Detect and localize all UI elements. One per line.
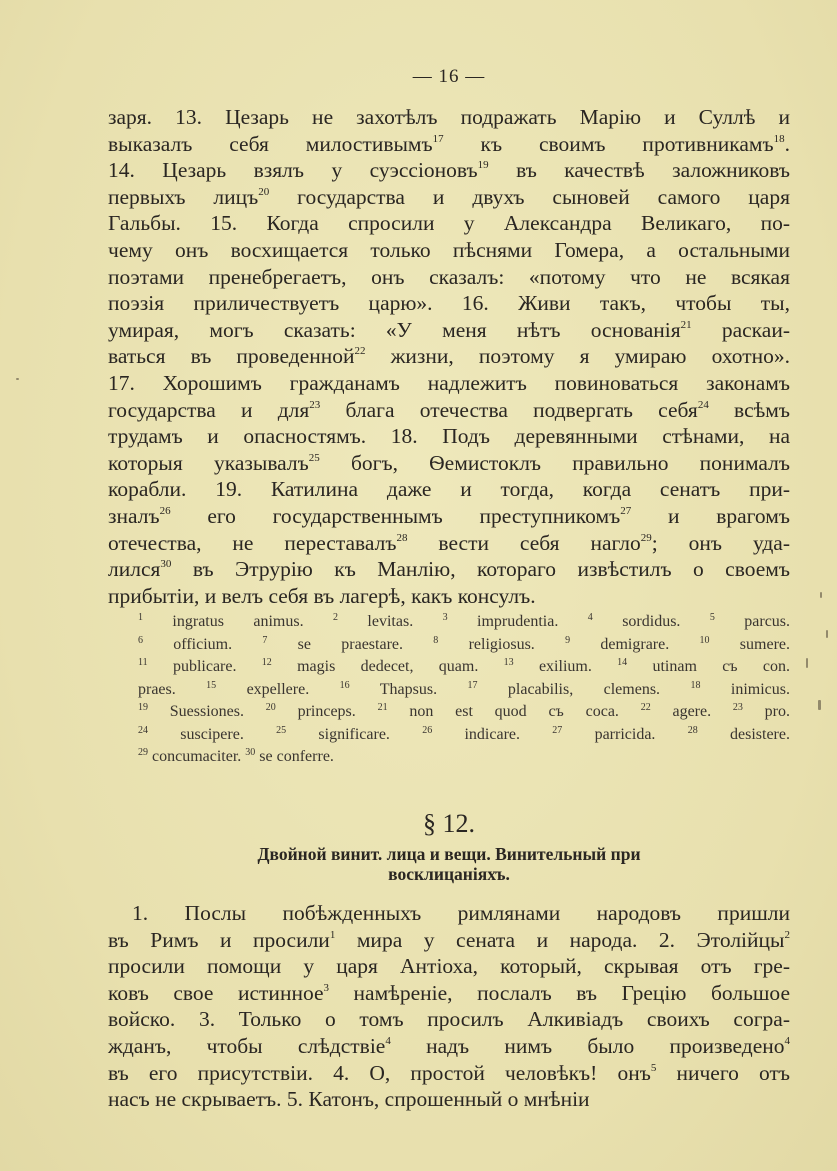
text-run: надъ нимъ было произведено	[390, 1033, 785, 1058]
text-run: parcus.	[714, 613, 791, 630]
footnote-ref: 14	[617, 657, 628, 668]
text-run: первыхъ лицъ	[108, 184, 259, 209]
text-run: expellere.	[216, 680, 340, 698]
text-run: выказалъ себя милостивымъ	[108, 131, 433, 156]
footnote-ref: 28	[396, 531, 408, 544]
page-number: — 16 —	[412, 66, 486, 87]
text-run: suscipere.	[148, 725, 277, 743]
text-line	[138, 634, 790, 657]
footnote-ref: 26	[422, 724, 433, 736]
text-run: трудамъ и опасностямъ. 18. Подъ деревянными стѣнами, на	[108, 424, 790, 449]
text-run: въ качествѣ заложниковъ	[488, 158, 790, 183]
text-line	[108, 503, 790, 530]
footnote-ref: 20	[258, 185, 270, 198]
text-line	[138, 679, 790, 702]
text-run: Thapsus.	[349, 680, 468, 698]
text-line	[108, 210, 790, 237]
footnote-ref: 29	[640, 531, 652, 544]
footnote-ref: 21	[377, 702, 388, 713]
text-run: которыя указывалъ	[108, 450, 309, 475]
scan-speck	[818, 700, 821, 710]
text-line	[108, 237, 790, 264]
text-line	[108, 980, 790, 1007]
section-number: § 12.	[423, 809, 475, 838]
text-run: ваться въ проведенной	[108, 344, 355, 369]
text-run: demigrare.	[570, 635, 700, 653]
text-run: indicare.	[432, 725, 553, 743]
footnote-ref: 23	[309, 398, 321, 411]
text-run: placabilis, clemens.	[477, 680, 691, 698]
footnote-ref: 13	[503, 657, 514, 668]
footnote-ref: 4	[784, 1034, 790, 1047]
text-run: жизни, поэтому я умираю охотно».	[365, 344, 790, 369]
text-run: ; онъ уда-	[651, 530, 790, 555]
footnote-ref: 15	[206, 679, 217, 691]
text-run: блага отечества подвергать себя	[320, 397, 698, 422]
scan-speck	[826, 630, 828, 638]
footnote-ref: 17	[432, 132, 444, 145]
text-line	[108, 530, 790, 557]
text-run: раскаи-	[691, 317, 790, 342]
footnote-ref: 25	[276, 724, 287, 736]
text-run: отечества, не переставалъ	[108, 530, 397, 555]
text-run: въ Римъ и просили	[108, 927, 330, 952]
text-run: войско. 3. Только о томъ просилъ Алкивіадъ своихъ согра-	[108, 1007, 790, 1032]
text-run: imprudentia.	[447, 613, 588, 630]
text-line	[138, 611, 790, 634]
text-run: Гальбы. 15. Когда спросили у Александра Великаго, по-	[108, 211, 790, 236]
text-run: publicare.	[147, 658, 262, 675]
text-run: religiosus.	[438, 635, 566, 653]
text-run: ingratus animus.	[143, 613, 334, 630]
text-line	[108, 556, 790, 583]
text-line	[108, 583, 790, 610]
text-run: .	[784, 131, 790, 156]
text-run: прибытіи, и велъ себя въ лагерѣ, какъ консулъ.	[108, 583, 536, 608]
footnote-ref: 23	[732, 702, 743, 713]
footnote-ref: 5	[650, 1061, 657, 1074]
text-line	[108, 1086, 790, 1113]
footnote-ref: 20	[265, 702, 276, 713]
text-run: вести себя нагло	[407, 530, 641, 555]
footnote-ref: 11	[138, 657, 148, 668]
footnotes	[138, 611, 790, 769]
text-run: ничего отъ	[656, 1060, 790, 1085]
footnote-ref: 22	[640, 702, 651, 713]
text-run: levitas.	[338, 613, 443, 630]
text-run: всѣмъ	[708, 397, 791, 422]
footnote-ref: 16	[339, 679, 350, 691]
text-run: parricida.	[562, 725, 688, 743]
text-run: agere.	[650, 703, 733, 720]
section-title-line-2: восклицаніяхъ.	[388, 864, 510, 884]
footnote-ref: 19	[138, 702, 148, 713]
text-line	[108, 104, 790, 131]
text-run: 1. Послы побѣжденныхъ римлянами народовъ пришли	[132, 901, 790, 925]
text-run: inimicus.	[700, 680, 791, 698]
text-run: умирая, могъ сказать: «У меня нѣтъ основанія	[108, 317, 681, 342]
text-run: зналъ	[108, 503, 160, 528]
text-line	[108, 1006, 790, 1033]
footnote-ref: 19	[477, 159, 489, 172]
footnote-ref: 9	[565, 634, 571, 646]
text-run: жданъ, чтобы слѣдствіе	[108, 1033, 386, 1058]
text-run: намѣреніе, послалъ въ Грецію большое	[329, 980, 790, 1005]
text-run: utinam съ con.	[627, 658, 790, 675]
text-run: praes.	[138, 680, 207, 698]
footnote-ref: 5	[709, 612, 715, 623]
footnote-ref: 27	[620, 504, 632, 517]
text-run: къ своимъ противникамъ	[443, 131, 774, 156]
text-run: sordidus.	[592, 613, 710, 630]
footnote-ref: 1	[138, 612, 143, 623]
text-run: поэтами пренебрегаетъ, онъ сказалъ: «потому что не всякая	[108, 264, 790, 289]
text-line	[138, 746, 790, 769]
footnote-ref: 17	[467, 679, 478, 691]
text-run: лился	[108, 557, 161, 582]
footnote-ref: 7	[262, 634, 268, 646]
scan-speck	[16, 378, 19, 380]
text-run: magis dedecet, quam.	[271, 658, 504, 675]
footnote-ref: 10	[699, 634, 710, 646]
text-line	[108, 343, 790, 370]
text-run: officium.	[143, 635, 263, 653]
section-title-line-1: Двойной винит. лица и вещи. Винительный при	[257, 844, 641, 864]
text-run: 14. Цезарь взялъ у суэссіоновъ	[108, 158, 478, 183]
footnote-ref: 30	[160, 558, 172, 571]
text-run: Suessiones.	[148, 703, 266, 720]
footnote-ref: 29	[138, 747, 148, 758]
footnote-ref: 24	[138, 724, 148, 736]
footnote-ref: 18	[773, 132, 785, 145]
text-line	[108, 264, 790, 291]
text-line	[108, 900, 790, 927]
text-run: государства и двухъ сыновей самого царя	[269, 184, 790, 209]
footnote-ref: 25	[308, 451, 320, 464]
text-line	[108, 423, 790, 450]
text-run: se praestare.	[267, 635, 434, 653]
text-run: pro.	[742, 703, 791, 720]
footnote-ref: 6	[138, 634, 143, 646]
footnote-ref: 18	[690, 679, 701, 691]
text-line	[108, 450, 790, 477]
text-line	[108, 370, 790, 397]
text-run: concumaciter.	[148, 748, 246, 765]
footnote-ref: 4	[587, 612, 593, 623]
text-line	[108, 317, 790, 344]
footnote-ref: 28	[687, 724, 698, 736]
main-paragraph	[108, 104, 790, 609]
text-line	[108, 184, 790, 211]
text-run: заря. 13. Цезарь не захотѣлъ подражать Марію и Суллѣ и	[108, 105, 790, 129]
footnote-ref: 12	[261, 657, 272, 668]
footnote-ref: 30	[245, 747, 256, 758]
text-run: sumere.	[709, 635, 791, 653]
text-run: significare.	[286, 725, 423, 743]
text-run: корабли. 19. Катилина даже и тогда, когда сенатъ при-	[108, 477, 790, 502]
text-run: государства и для	[108, 397, 310, 422]
footnote-ref: 4	[385, 1034, 391, 1047]
scan-speck	[820, 592, 822, 598]
text-line	[138, 724, 790, 747]
text-run: въ Этрурію къ Манлію, котораго извѣстилъ о своемъ	[171, 557, 790, 582]
footnote-ref: 3	[442, 612, 448, 623]
footnote-ref: 21	[680, 318, 692, 331]
text-run: въ его присутствіи. 4. О, простой человѣкъ! онъ	[108, 1060, 651, 1085]
text-line	[108, 157, 790, 184]
text-run: se conferre.	[255, 748, 334, 765]
text-line	[108, 290, 790, 317]
footnote-ref: 27	[552, 724, 563, 736]
text-run: ковъ свое истинное	[108, 980, 324, 1005]
footnote-ref: 1	[329, 928, 336, 941]
text-run: exilium.	[513, 658, 618, 675]
text-run: 17. Хорошимъ гражданамъ надлежитъ повиноваться законамъ	[108, 370, 790, 395]
text-run: насъ не скрываетъ. 5. Катонъ, спрошенный о мнѣніи	[108, 1087, 590, 1112]
text-line	[108, 1033, 790, 1060]
text-line	[108, 1060, 790, 1087]
footnote-ref: 3	[323, 981, 330, 994]
text-run: desistere.	[697, 725, 790, 743]
text-line	[108, 131, 790, 158]
text-line	[138, 656, 790, 679]
text-run: богъ, Ѳемистоклъ правильно понималъ	[319, 450, 790, 475]
text-run: чему онъ восхищается только пѣснями Гомера, а остальными	[108, 237, 790, 262]
footnote-ref: 24	[697, 398, 709, 411]
text-line	[108, 953, 790, 980]
text-run: поэзія приличествуетъ царю». 16. Живи такъ, чтобы ты,	[108, 291, 790, 316]
text-run: и врагомъ	[631, 503, 790, 528]
text-line	[138, 701, 790, 724]
text-line	[108, 397, 790, 424]
text-run: просили помощи у царя Антіоха, который, скрывая отъ гре-	[108, 954, 790, 979]
text-run: princeps.	[275, 703, 378, 720]
text-line	[108, 476, 790, 503]
text-run: non est quod съ coca.	[387, 703, 641, 720]
text-run: мира у сената и народа. 2. Этолійцы	[335, 927, 785, 952]
section-12-paragraph	[108, 900, 790, 1113]
text-line	[108, 927, 790, 954]
text-run: его государственнымъ преступникомъ	[170, 503, 621, 528]
footnote-ref: 26	[159, 504, 171, 517]
footnote-ref: 2	[784, 928, 790, 941]
section-title	[108, 844, 790, 884]
footnote-ref: 2	[333, 612, 339, 623]
scan-speck	[806, 658, 808, 668]
footnote-ref: 22	[354, 345, 366, 358]
footnote-ref: 8	[433, 634, 439, 646]
